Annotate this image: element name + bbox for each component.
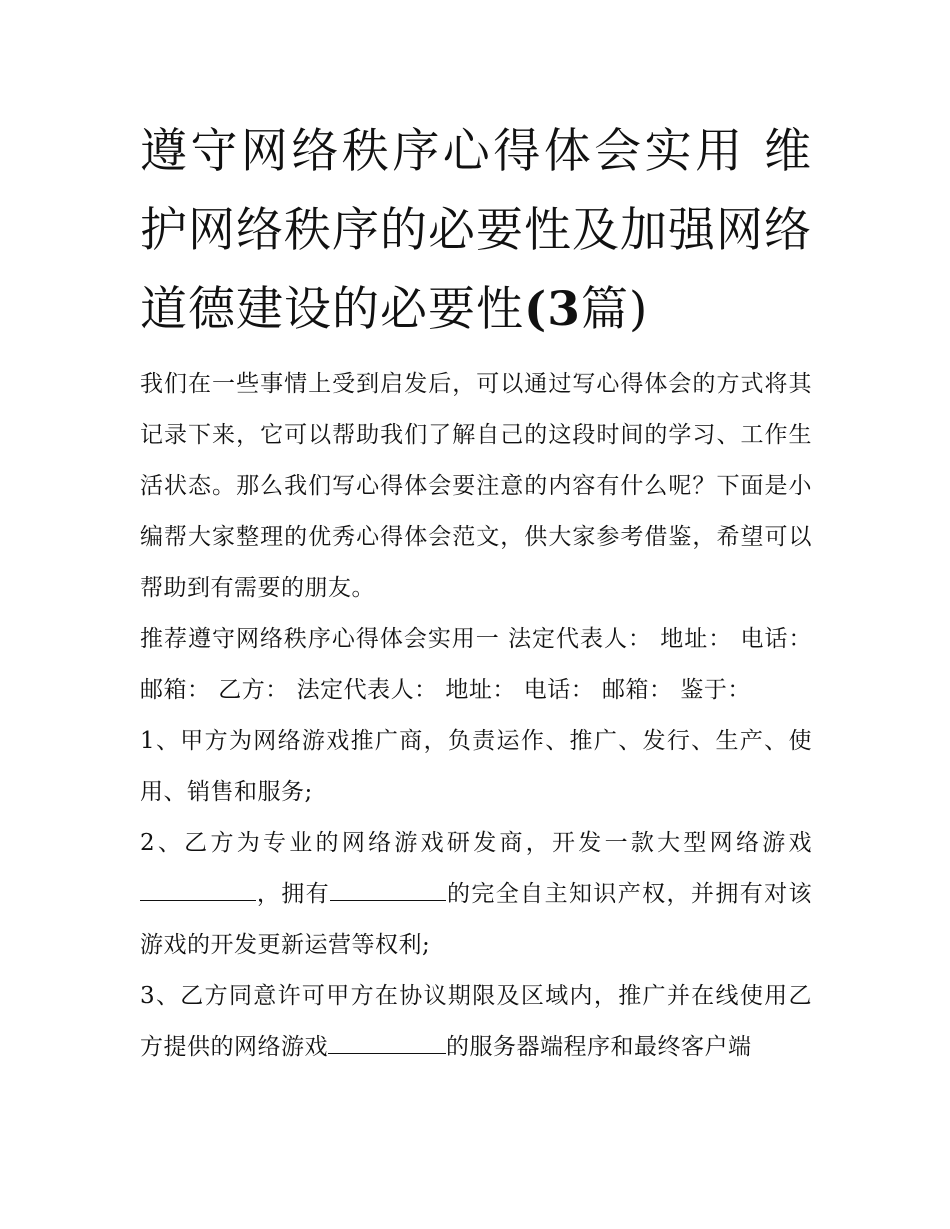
clause-3-part-a: 3、乙方同意许可甲方在协议期限及区域内，推广并在线使用乙方提供的网络游戏 [140,983,812,1060]
clause-2-part-a: 2、乙方为专业的网络游戏研发商，开发一款大型网络游戏 [140,830,812,856]
title-end: 篇) [580,282,649,337]
clause-1: 1、甲方为网络游戏推广商，负责运作、推广、发行、生产、使用、销售和服务; [140,728,812,805]
document-page [140,112,812,1073]
fill-blank [140,874,256,901]
document-title [140,112,812,349]
title-main: 遵守网络秩序心得体会实用 维护网络秩序的必要性及加强网络道德建设的必要性 [140,124,812,337]
clause-2-part-b: ，拥有 [256,881,331,907]
fill-blank [328,1027,446,1054]
clause-3 [140,971,812,1073]
intro-paragraph: 我们在一些事情上受到启发后，可以通过写心得体会的方式将其记录下来，它可以帮助我们了解自己的这段时间的学习、工作生活状态。那么我们写心得体会要注意的内容有什么呢？下面是小编帮大家整理的优秀心得体会范文，供大家参考借鉴，希望可以帮助到有需要的朋友。 [140,371,812,601]
fill-blank [330,874,446,901]
clause-3-part-b: 的服务器端程序和最终客户端 [446,1034,752,1060]
clause-2 [140,818,812,971]
recommend-paragraph: 推荐遵守网络秩序心得体会实用一 法定代表人： 地址： 电话： 邮箱： 乙方： 法定代表人： 地址： 电话： 邮箱： 鉴于： [140,626,812,703]
title-count: (3 [524,282,581,337]
clause-2-part-c: 的完全自主知识产权，并拥有对该游戏的开发更新运营等权利; [140,881,813,958]
